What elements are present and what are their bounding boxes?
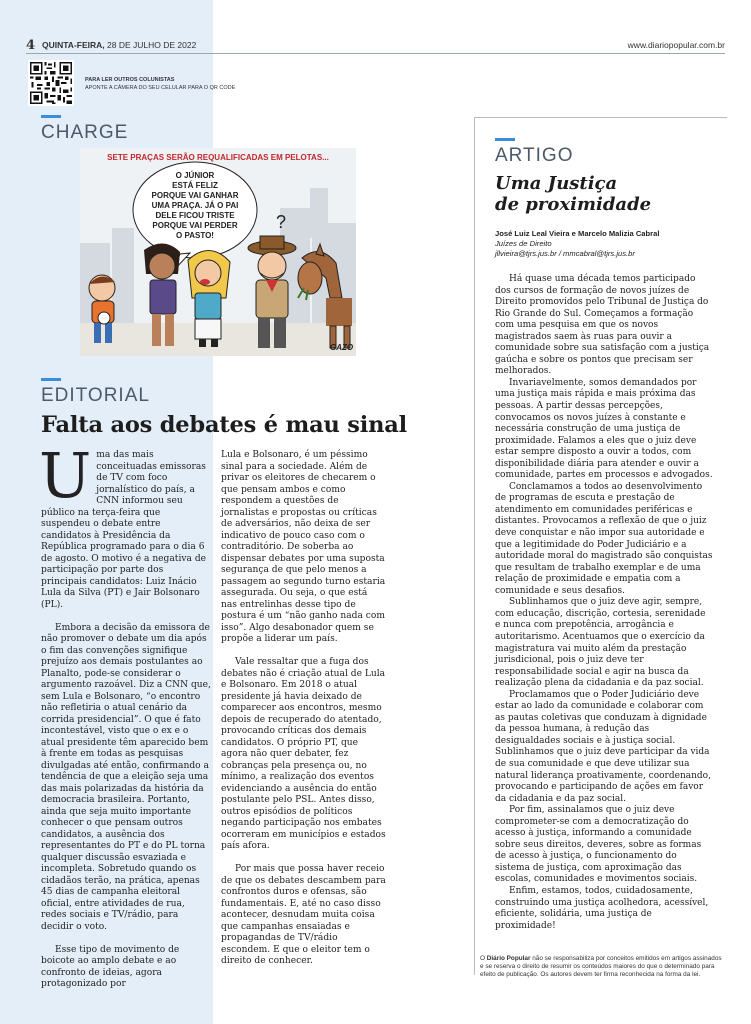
dropcap: U [39, 439, 92, 512]
artigo-paragraph-7: Enfim, estamos, todos, cuidadosamente, construindo uma justiça acolhedora, acessível, eficiente, solidária, uma justiça de proximidade! [495, 885, 709, 931]
artigo-body [495, 274, 713, 932]
artigo-paragraph-5: Proclamamos que o Poder Judiciário deve estar ao lado da comunidade e colaborar com as pautas coletivas que conduzam à dignidade da pessoa humana, à redução das desigualdades sociais e à justiça social. Sublinhamos que o juiz deve participar da vida de sua comunidade e que deve utilizar sua natural liderança proativamente, coordenando, provocando e participando de ações em favor da cidadania e da paz social. [495, 689, 711, 804]
artigo-title [495, 173, 651, 215]
page-header [26, 38, 725, 54]
date-day: QUINTA-FEIRA, [42, 40, 105, 50]
qr-caption [85, 76, 235, 93]
artigo-paragraph-2: Invariavelmente, somos demandados por uma justiça mais rápida e mais próxima das pessoas. A partir dessas percepções, convocamos os novos juízes à constante e necessária construção de uma justiça de proximidade. Falamos a eles que o juiz deve estar sempre disposto a ouvir a todos, com disponibilidade diária para atender e ouvir a comunidade, partes em processos e advogados. [495, 377, 713, 481]
note-prefix: O [480, 955, 485, 962]
editorial-paragraph-3: Esse tipo de movimento de boicote ao amplo debate e ao confronto de ideias, agora protagonizado por [41, 944, 180, 989]
bubble-line-2: ESTÁ FELIZ [172, 181, 218, 190]
editorial-column-1 [39, 439, 211, 1002]
editorial-paragraph-1: Uma das mais conceituadas emissoras de TV com foco jornalístico do país, a CNN informou seu público na terça-feira que suspendeu o debate entre candidatos à Presidência da República programado para o dia 6 de agosto. O motivo é a negativa de participação por parte dos principais candidatos: Luiz Inácio Lula da Silva (PT) e Jair Bolsonaro (PL). [39, 439, 207, 610]
editorial-paragraph-4: Lula e Bolsonaro, é um péssimo sinal para a sociedade. Além de privar os eleitores de checarem o que pensam ambos e como respondem a questões de jornalistas e propostas ou críticas de adversários, não deixa de ser indicativo de pouco caso com o contraditório. De soberba ao dispensar debates por uma suposta segurança de que pelo menos a passagem ao segundo turno estaria assegurada. Ou seja, o que está nas entrelinhas desse tipo de postura é um “não ganho nada com isso”. Algo desabonador quem se propõe a liderar um país. [221, 450, 386, 644]
bubble-line-7: O PASTO! [176, 231, 214, 240]
page-date [42, 40, 196, 50]
editorial-paragraph-5: Vale ressaltar que a fuga dos debates não é criação atual de Lula e Bolsonaro. Em 2018 o atual presidente já havia deixado de comparecer aos encontros, mesmo depois de recuperado do atentado, provocando críticas dos demais candidatos. O próprio PT, que agora não quer debater, fez cobranças pela presença ou, no mínimo, a realização dos eventos evidenciando a ausência do então postulante pelo PSL. Antes disso, outros episódios de políticos negando participação nos embates ocorreram em municípios e estados país afora. [221, 657, 386, 851]
date-text: 28 DE JULHO DE 2022 [107, 40, 197, 50]
note-text: não se responsabiliza por conceitos emitidos em artigos assinados e se reserva o direito de resumir os conteúdos maiores do que o determinado para efeito de publicação. Os autores devem ter firma reconhecida na forma da lei. [480, 955, 722, 978]
artigo-label: ARTIGO [495, 145, 574, 166]
artigo-title-line-1: Uma Justiça [495, 173, 618, 194]
note-brand: Diário Popular [486, 955, 531, 962]
bubble-line-3: PORQUE VAI GANHAR [151, 191, 239, 200]
bubble-line-5: DELE FICOU TRISTE [155, 211, 235, 220]
editorial-paragraph-6: Por mais que possa haver receio de que os debates descambem para confrontos duros e ofensas, são fundamentais. E, até no caso disso acontecer, desnudam muita coisa que campanhas ensaiadas e propagandas de TV/rádio escondem. E que o eleitor tem o direito de conhecer. [221, 864, 386, 966]
artigo-emails[interactable]: jllvieira@tjrs.jus.br / mmcabral@tjrs.jus.br [495, 249, 635, 258]
artigo-title-line-2: de proximidade [495, 194, 652, 215]
editorial-title: Falta aos debates é mau sinal [41, 412, 407, 438]
qr-code-icon[interactable] [28, 60, 74, 106]
artigo-role: Juízes de Direito [495, 239, 552, 248]
artigo-byline [495, 229, 659, 259]
page-number: 4 [26, 38, 36, 53]
bubble-line-4: UMA PRAÇA. JÁ O PAI [151, 201, 239, 210]
artigo-paragraph-4: Sublinhamos que o juiz deve agir, sempre, com educação, discrição, cortesia, serenidade e nunca com prepotência, arrogância e autoritarismo. Acentuamos que o exercício da magistratura vai muito além da prestação jurisdicional, pois o juiz deve ter responsabilidade social e agir na busca da realização plena da cidadania e da paz social. [495, 597, 706, 689]
artigo-paragraph-1: Há quase uma década temos participado dos cursos de formação de novos juízes de Direito promovidos pelo Tribunal de Justiça do Rio Grande do Sul. Começamos a formação com uma pesquisa em que os novos magistrados saem às ruas para ouvir a comunidade sobre sua satisfação com a justiça gaúcha e sobre os pontos que precisam ser melhorados. [495, 274, 710, 377]
qr-caption-title: PARA LER OUTROS COLUNISTAS [85, 77, 175, 83]
artigo-paragraph-6: Por fim, assinalamos que o juiz deve comprometer-se com a democratização do acesso à justiça, informando a comunidade sobre seus direitos, deveres, sobre as formas de acesso à justiça, o funcionamento do sistema de justiça, com aproximação das escolas, comunidades e movimentos sociais. [495, 805, 702, 885]
website-link[interactable]: www.diariopopular.com.br [627, 40, 725, 50]
editorial-column-2 [221, 450, 386, 979]
disclaimer-note [480, 955, 725, 979]
cartoon-headline: SETE PRAÇAS SERÃO REQUALIFICADAS EM PELOTAS... [107, 153, 329, 162]
cartoon-signature: GAZO [330, 343, 354, 352]
qr-caption-subtitle: APONTE A CÂMERA DO SEU CELULAR PARA O QR CODE [85, 85, 236, 92]
artigo-paragraph-3: Conclamamos a todos ao desenvolvimento de programas de escuta e prestação de atendimento em comunidades periféricas e distantes. Provocamos a reflexão de que o juiz deve conquistar e não impor sua autoridade e que a legitimidade do Poder Judiciário e a autoridade moral do magistrado são conquistas que resultam de trabalho exemplar e de uma relação de proximidade e empatia com a comunidade e seus desafios. [495, 481, 713, 596]
artigo-authors: José Luiz Leal Vieira e Marcelo Malizia Cabral [495, 229, 660, 238]
editorial-paragraph-2: Embora a decisão da emissora de não promover o debate um dia após o fim das convenções signifique prejuízo aos demais postulantes ao Planalto, pode-se considerar o argumento razoável. Diz a CNN que, sem Lula e Bolsonaro, “o encontro não refletiria o atual cenário da corrida presidencial”. O que é fato incontestável, visto que o ex e o atual presidente têm aparecido bem à frente em todas as pesquisas divulgadas até então, confirmando a tendência de que a eleição seja uma das mais polarizadas da história da democracia brasileira. Portanto, ainda que seja muito importante conhecer o que pensam outros candidatos, a ausência dos representantes do PT e do PL torna qualquer discussão esvaziada e incompleta. Sobretudo quando os cidadãos terão, na prática, apenas 45 dias de campanha eleitoral oficial, entre atividades de rua, redes sociais e TV/rádio, para decidir o voto. [41, 622, 211, 932]
charge-label: CHARGE [41, 122, 129, 143]
bubble-line-1: O JÚNIOR [175, 171, 215, 180]
cartoon-image [80, 148, 356, 356]
question-mark: ? [276, 212, 287, 232]
editorial-label: EDITORIAL [41, 385, 150, 406]
bubble-line-6: PORQUE VAI PERDER [152, 221, 238, 230]
